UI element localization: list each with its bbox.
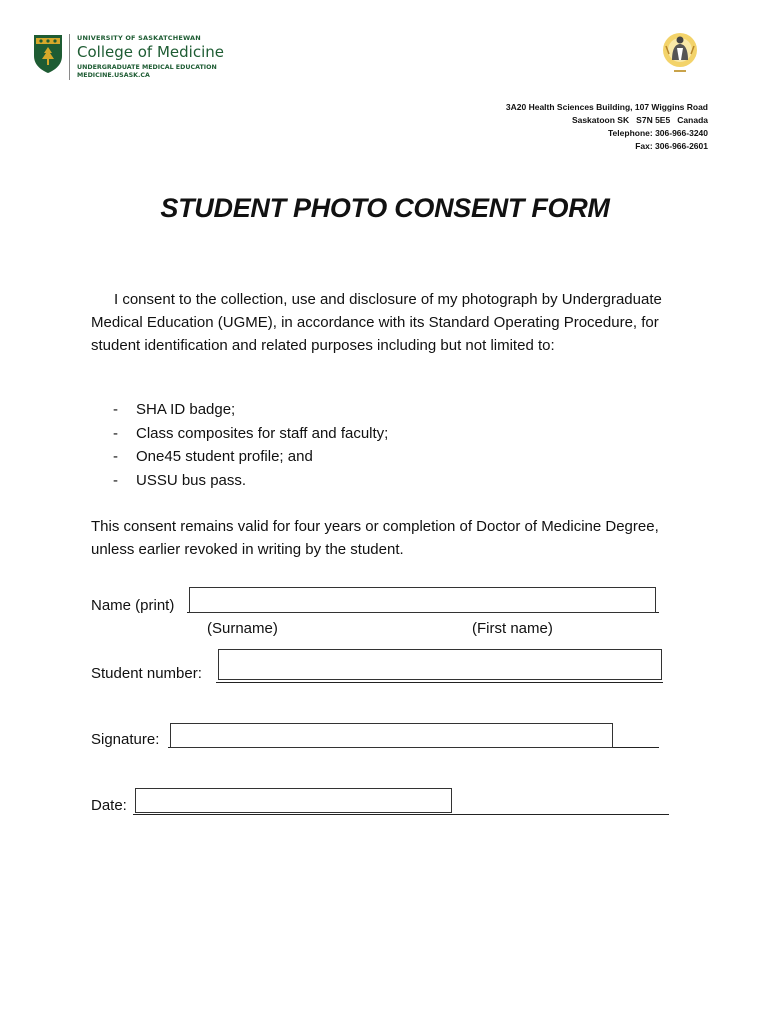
consent-paragraph: I consent to the collection, use and disclosure of my photograph by Undergraduate Medical Education (UGME), in accordance with its Standard Operating Procedure, for student identification and related purposes including but not limited to: (91, 291, 662, 354)
list-item: - One45 student profile; and (113, 448, 313, 465)
list-item: - USSU bus pass. (113, 471, 247, 489)
college-logo (33, 34, 224, 80)
signature-input[interactable] (170, 723, 613, 748)
address-line: Saskatoon SK S7N 5E5 Canada (571, 115, 708, 125)
date-input[interactable] (135, 788, 452, 813)
address-block (506, 101, 708, 153)
surname-label: (Surname) (207, 620, 278, 637)
telephone-line: Telephone: 306-966-3240 (608, 128, 708, 138)
fax-line: Fax: 306-966-2601 (635, 141, 708, 151)
university-name: UNIVERSITY OF SASKATCHEWAN (77, 34, 201, 42)
student-number-label: Student number: (91, 665, 202, 682)
address-line: 3A20 Health Sciences Building, 107 Wiggins Road (505, 102, 708, 112)
list-item: - SHA ID badge; (113, 401, 236, 418)
form-title: STUDENT PHOTO CONSENT FORM (160, 193, 610, 223)
signature-label: Signature: (91, 731, 160, 748)
firstname-label: (First name) (472, 620, 553, 637)
student-number-input[interactable] (218, 649, 662, 680)
student-number-underline (216, 682, 663, 683)
crest-emblem-icon (660, 30, 700, 76)
name-input[interactable] (189, 587, 656, 613)
website-text: MEDICINE.USASK.CA (77, 72, 150, 79)
uses-list (91, 398, 388, 492)
list-item: - Class composites for staff and faculty; (113, 424, 389, 442)
logo-divider (69, 34, 70, 80)
college-name: College of Medicine (77, 43, 224, 61)
usask-shield-icon (33, 34, 63, 74)
date-underline (133, 814, 669, 815)
name-label: Name (print) (91, 597, 175, 614)
department-name: UNDERGRADUATE MEDICAL EDUCATION (77, 64, 217, 71)
validity-paragraph: This consent remains valid for four years or completion of Doctor of Medicine Degree, unless earlier revoked in writing by the student. (91, 518, 659, 558)
date-label: Date: (91, 797, 127, 814)
